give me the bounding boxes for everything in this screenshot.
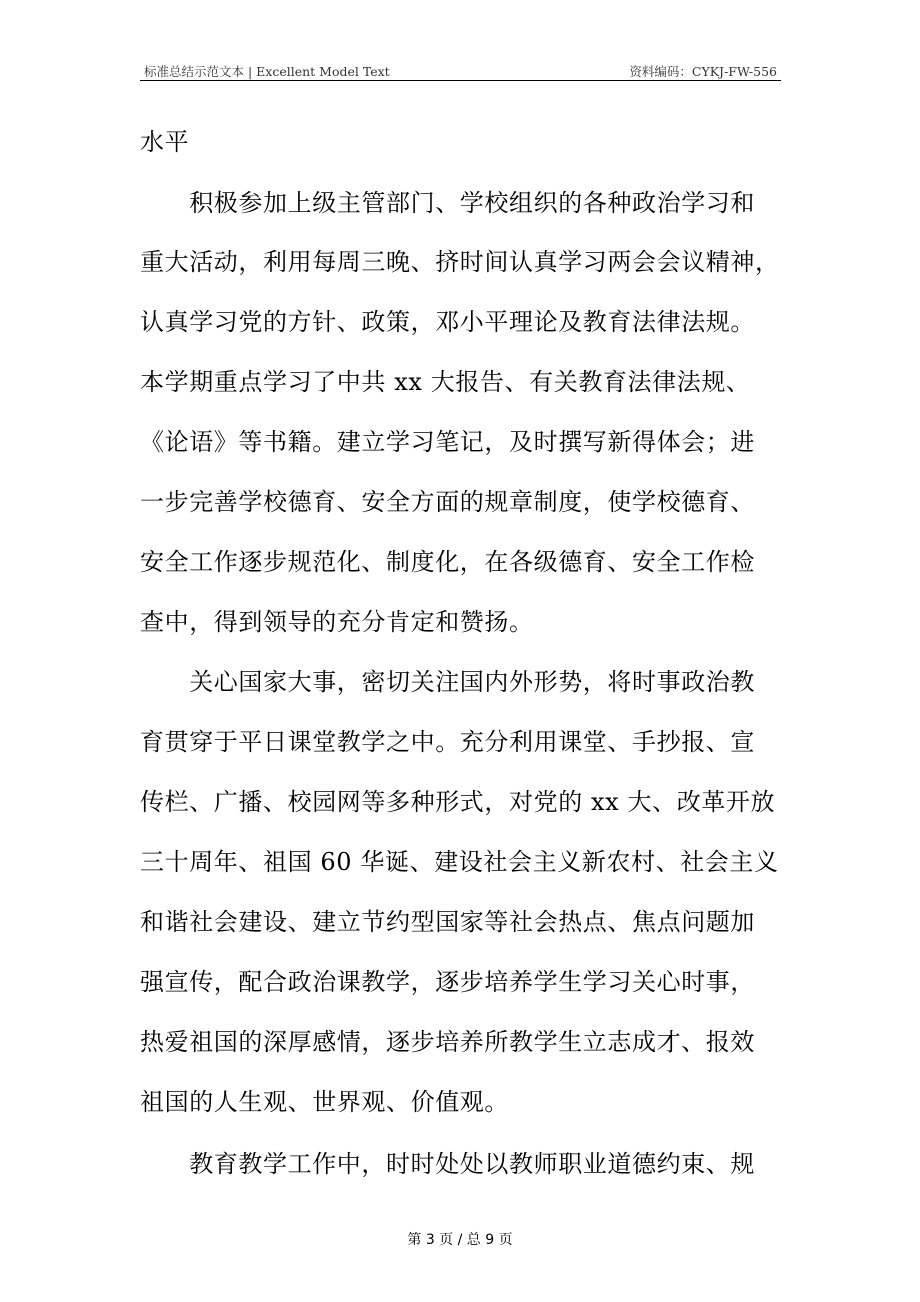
- body-line: 查中，得到领导的充分肯定和赞扬。: [140, 608, 534, 636]
- header-document-code: 资料编码：CYKJ-FW-556: [629, 64, 777, 79]
- body-line: 祖国的人生观、世界观、价值观。: [140, 1088, 509, 1116]
- page-header: [140, 62, 781, 80]
- body-line: 一步完善学校德育、安全方面的规章制度，使学校德育、: [140, 488, 755, 516]
- body-line: 重大活动，利用每周三晚、挤时间认真学习两会会议精神，: [140, 248, 780, 276]
- body-line: 三十周年、祖国 60 华诞、建设社会主义新农村、社会主义: [140, 848, 779, 876]
- body-line: 认真学习党的方针、政策，邓小平理论及教育法律法规。: [140, 308, 755, 336]
- body-line: 和谐社会建设、建立节约型国家等社会热点、焦点问题加: [140, 908, 755, 936]
- header-divider: [140, 80, 781, 81]
- body-line: 教育教学工作中，时时处处以教师职业道德约束、规: [140, 1150, 755, 1178]
- body-line: 关心国家大事，密切关注国内外形势，将时事政治教: [140, 668, 755, 696]
- body-line: 强宣传，配合政治课教学，逐步培养学生学习关心时事，: [140, 968, 755, 996]
- body-line: 育贯穿于平日课堂教学之中。充分利用课堂、手抄报、宣: [140, 728, 755, 756]
- body-line: 《论语》等书籍。建立学习笔记，及时撰写新得体会；进: [140, 428, 755, 456]
- body-line: 传栏、广播、校园网等多种形式，对党的 xx 大、改革开放: [140, 788, 776, 816]
- body-line: 本学期重点学习了中共 xx 大报告、有关教育法律法规、: [140, 368, 751, 396]
- body-line: 安全工作逐步规范化、制度化，在各级德育、安全工作检: [140, 548, 755, 576]
- header-title: 标准总结示范文本 | Excellent Model Text: [144, 64, 390, 79]
- body-line: 积极参加上级主管部门、学校组织的各种政治学习和: [140, 189, 755, 217]
- page-number: 第 3 页 / 总 9 页: [407, 1232, 513, 1248]
- body-line: 水平: [140, 128, 190, 156]
- body-line: 热爱祖国的深厚感情，逐步培养所教学生立志成才、报效: [140, 1028, 755, 1056]
